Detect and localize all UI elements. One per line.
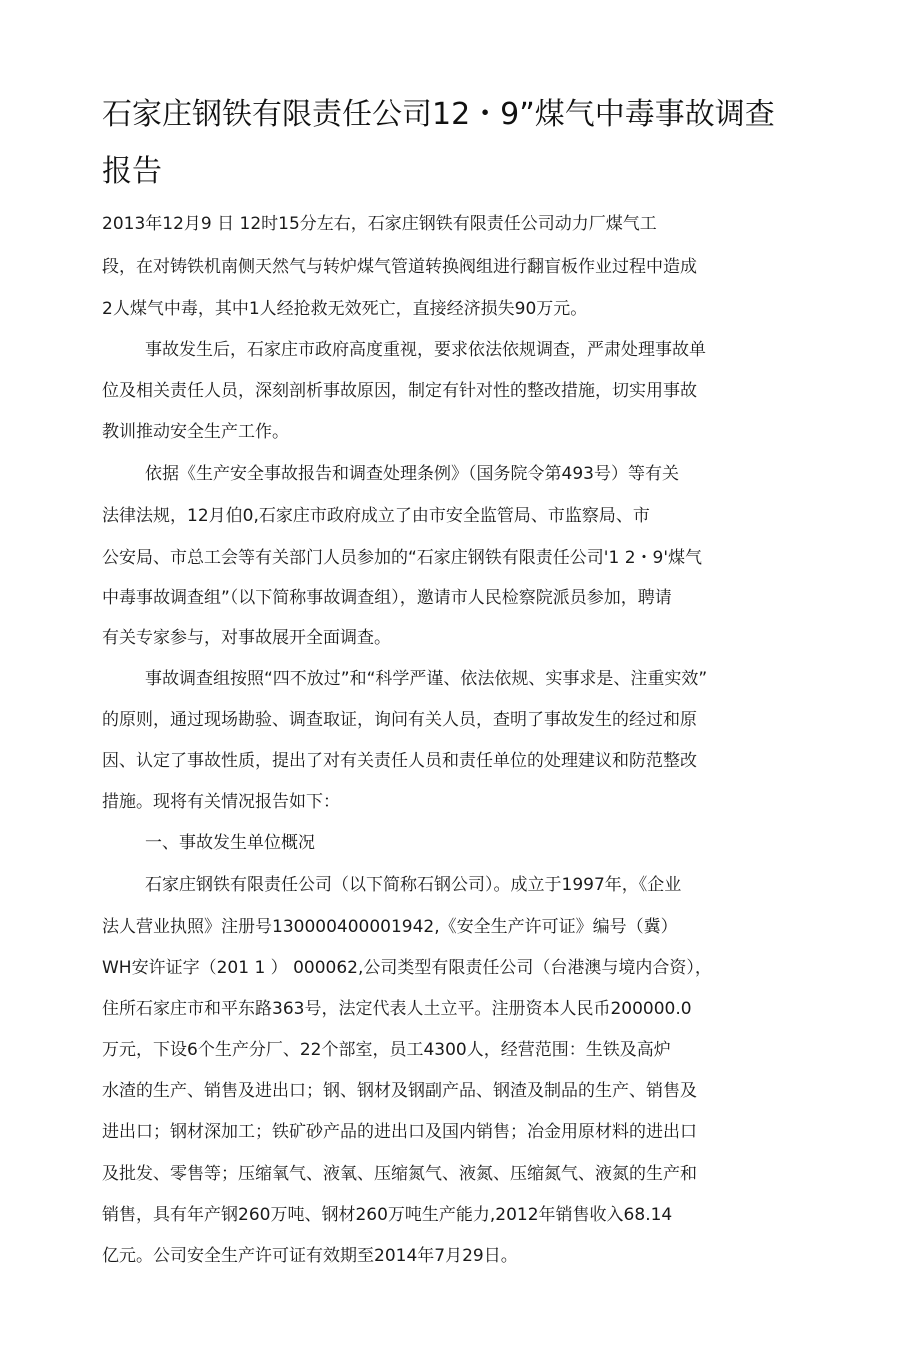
paragraph-5-line-3: WH安许证字（201 1 ） 000062,公司类型有限责任公司（台港澳与境内合资）， [102,958,712,978]
paragraph-4-line-2: 的原则，通过现场勘验、调查取证，询问有关人员，查明了事故发生的经过和原 [102,710,697,730]
paragraph-5-line-5: 万元，下设6个生产分厂、22个部室，员工4300人，经营范围：生铁及高炉 [102,1040,671,1060]
paragraph-5-line-1: 石家庄钢铁有限责任公司（以下简称石钢公司）。成立于1997年，《企业 [145,875,682,895]
paragraph-4-line-3: 因、认定了事故性质，提出了对有关责任人员和责任单位的处理建议和防范整改 [102,751,697,771]
paragraph-3-line-5: 有关专家参与，对事故展开全面调查。 [102,628,391,648]
paragraph-2-line-3: 教训推动安全生产工作。 [102,422,289,442]
paragraph-2-line-1: 事故发生后，石家庄市政府高度重视，要求依法依规调查，严肃处理事故单 [145,340,706,360]
paragraph-1-line-1: 2013年12月9 日 12时15分左右，石家庄钢铁有限责任公司动力厂煤气工 [102,214,657,234]
paragraph-5-line-8: 及批发、零售等；压缩氧气、液氧、压缩氮气、液氮、压缩氮气、液氮的生产和 [102,1164,697,1184]
paragraph-1-line-2: 段，在对铸铁机南侧天然气与转炉煤气管道转换阀组进行翻盲板作业过程中造成 [102,257,697,277]
document-title-line-1: 石家庄钢铁有限责任公司12・9”煤气中毒事故调查 [102,97,775,132]
document-title-line-2: 报告 [102,154,162,189]
paragraph-5-line-6: 水渣的生产、销售及进出口；钢、钢材及钢副产品、钢渣及制品的生产、销售及 [102,1081,697,1101]
paragraph-3-line-4: 中毒事故调查组”（以下简称事故调查组），邀请市人民检察院派员参加，聘请 [102,588,672,608]
paragraph-2-line-2: 位及相关责任人员，深刻剖析事故原因，制定有针对性的整改措施，切实用事故 [102,381,697,401]
paragraph-4-line-4: 措施。现将有关情况报告如下： [102,792,340,812]
section-heading-1: 一、事故发生单位概况 [145,833,315,853]
paragraph-3-line-2: 法律法规，12月伯0,石家庄市政府成立了由市安全监管局、市监察局、市 [102,506,650,526]
paragraph-5-line-4: 住所石家庄市和平东路363号，法定代表人土立平。注册资本人民币200000.0 [102,999,692,1019]
paragraph-4-line-1: 事故调查组按照“四不放过”和“科学严谨、依法依规、实事求是、注重实效” [145,669,708,689]
paragraph-5-line-10: 亿元。公司安全生产许可证有效期至2014年7月29日。 [102,1246,518,1266]
paragraph-5-line-7: 进出口；钢材深加工；铁矿砂产品的进出口及国内销售；冶金用原材料的进出口 [102,1122,697,1142]
paragraph-5-line-9: 销售，具有年产钢260万吨、钢材260万吨生产能力,2012年销售收入68.14 [102,1205,673,1225]
paragraph-5-line-2: 法人营业执照》注册号130000400001942,《安全生产许可证》编号（冀） [102,917,678,937]
paragraph-1-line-3: 2人煤气中毒，其中1人经抢救无效死亡，直接经济损失90万元。 [102,299,588,319]
paragraph-3-line-1: 依据《生产安全事故报告和调查处理条例》（国务院令第493号）等有关 [145,464,679,484]
paragraph-3-line-3: 公安局、市总工会等有关部门人员参加的“石家庄钢铁有限责任公司'1 2・9'煤气 [102,548,703,568]
